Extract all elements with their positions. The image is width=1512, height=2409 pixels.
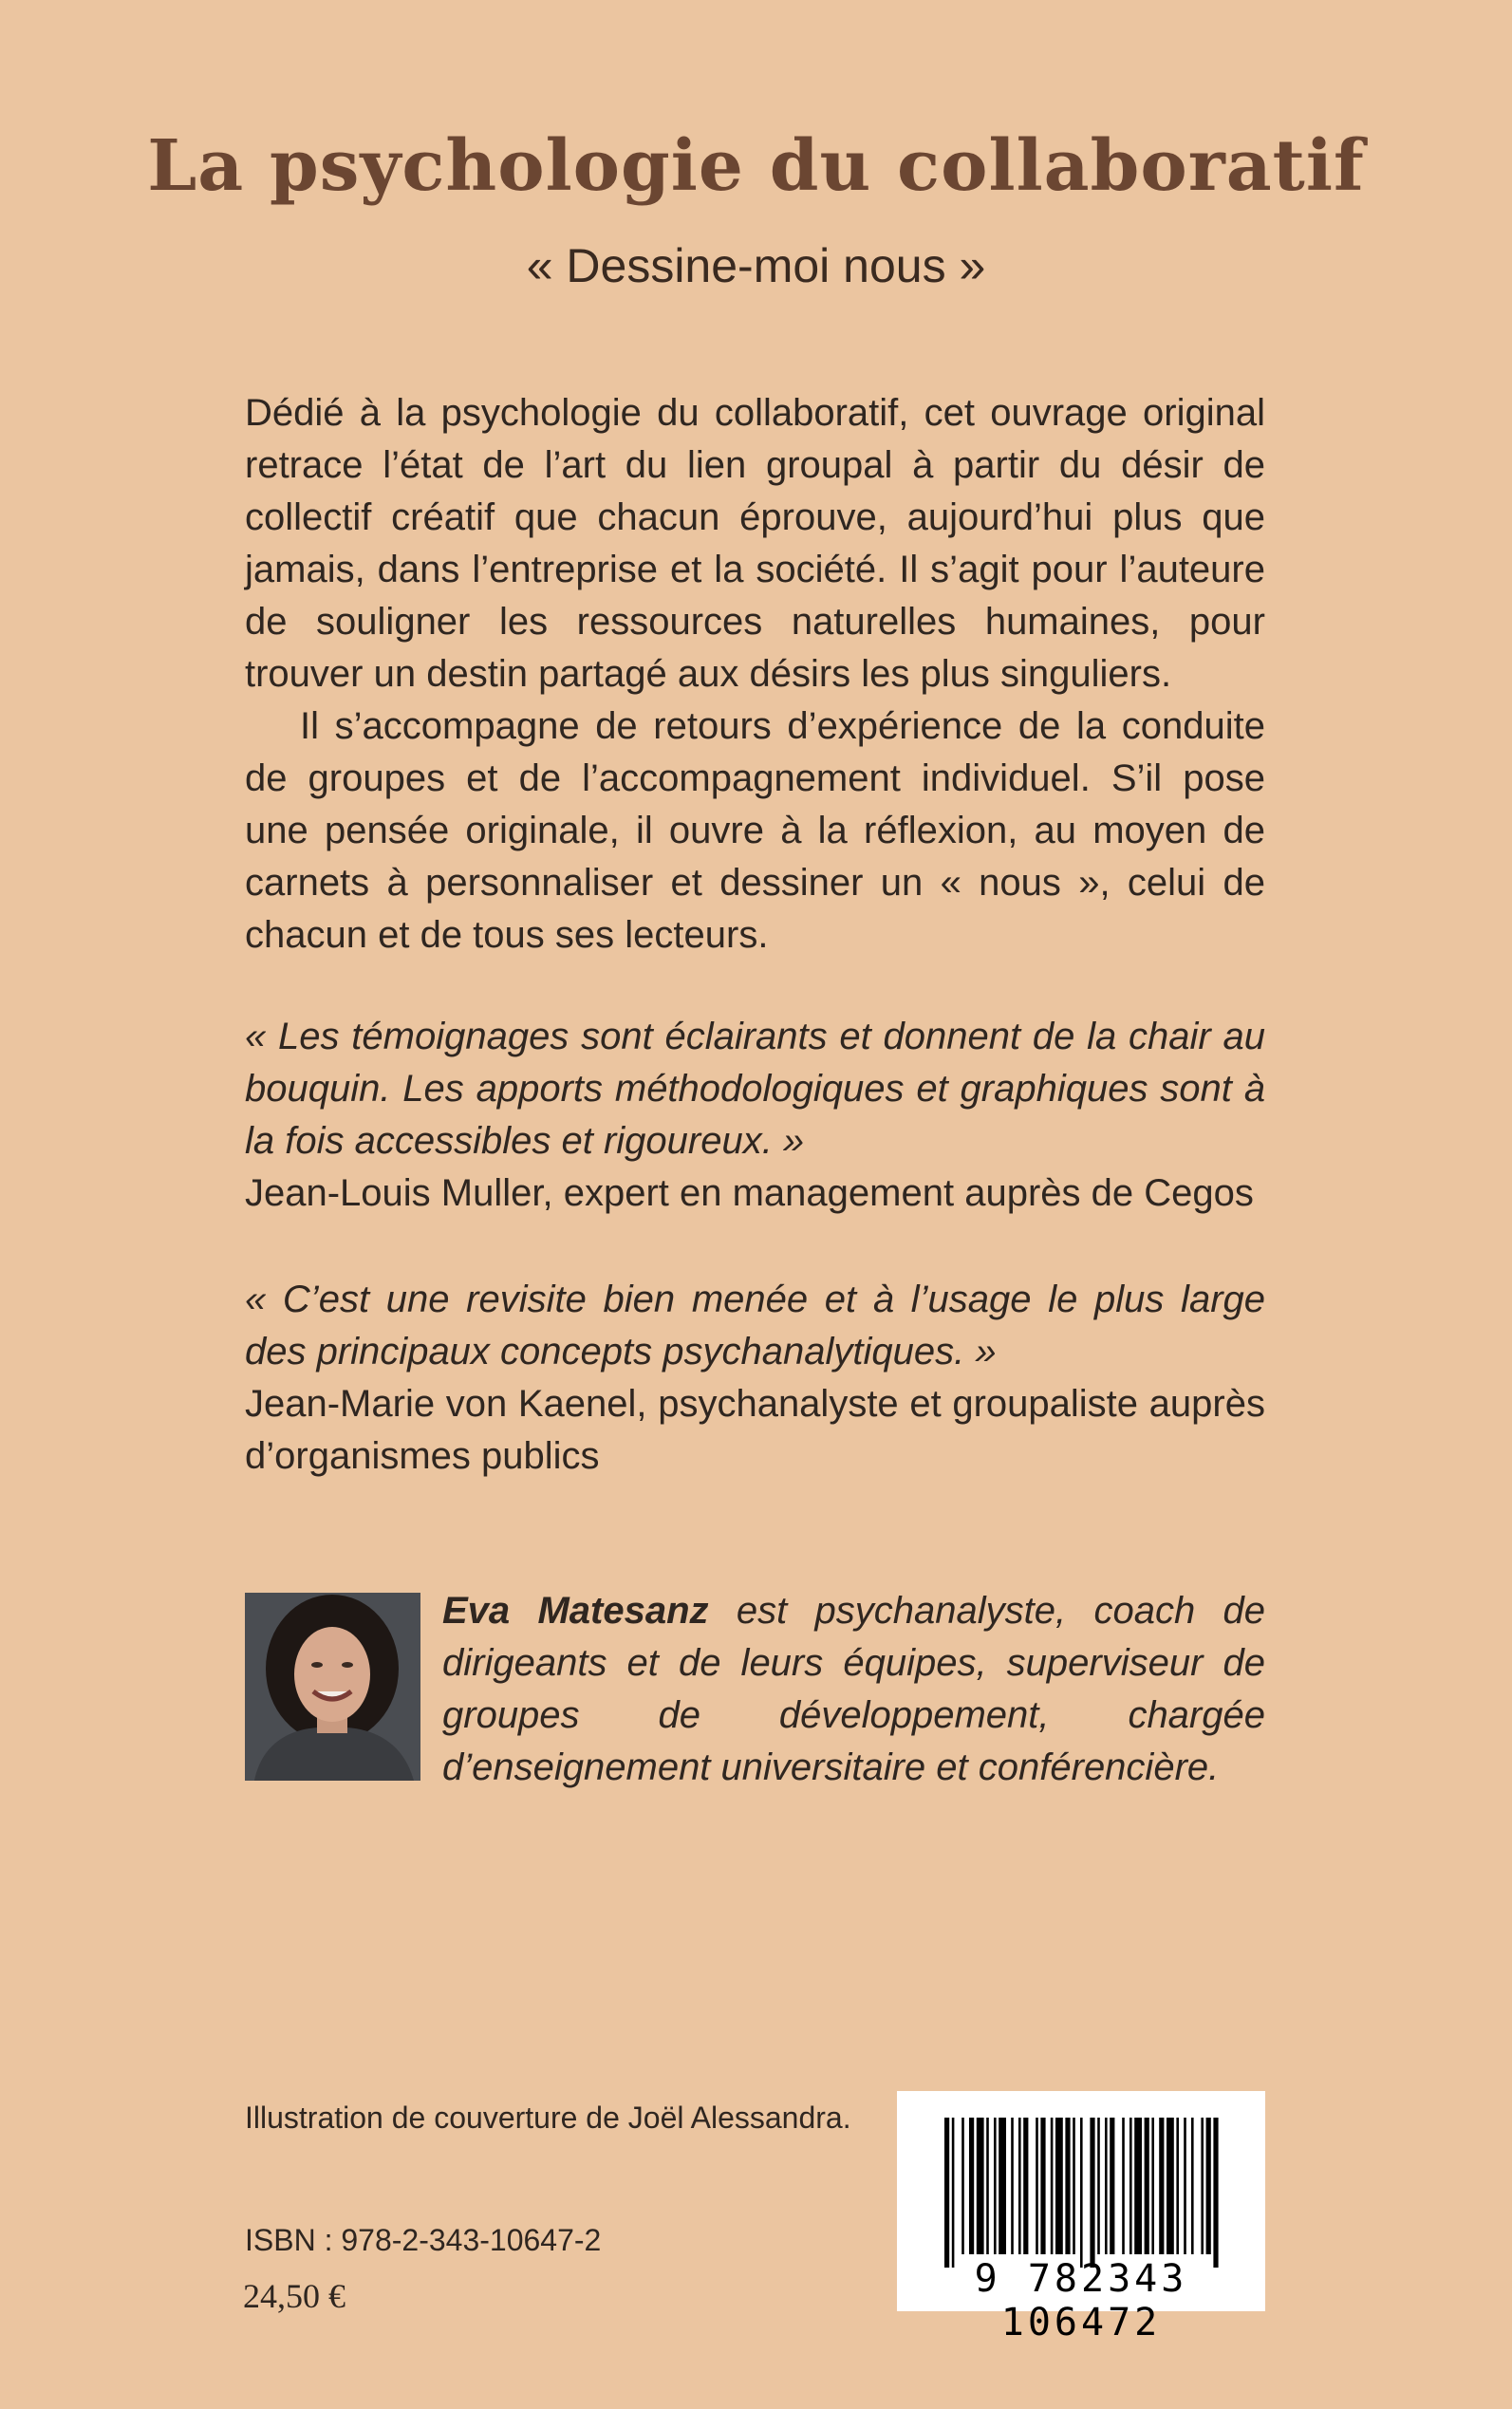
price: 24,50 € bbox=[243, 2277, 345, 2315]
testimonial-attribution: Jean-Louis Muller, expert en management auprès de Cegos bbox=[245, 1172, 1254, 1214]
testimonial-attribution: Jean-Marie von Kaenel, psychanalyste et groupaliste auprès d’organismes publics bbox=[245, 1383, 1265, 1477]
barcode-bar bbox=[999, 2118, 1006, 2254]
barcode-bar bbox=[1023, 2118, 1028, 2254]
barcode-bar bbox=[1206, 2118, 1211, 2254]
barcode-bar bbox=[1018, 2118, 1021, 2254]
testimonial-quote: « Les témoignages sont éclairants et donnent de la chair au bouquin. Les apports méthodologiques et graphiques sont à la fois accessibles et rigoureux. » bbox=[245, 1016, 1265, 1162]
barcode-bar bbox=[1080, 2118, 1083, 2268]
barcode-bar bbox=[1159, 2118, 1164, 2254]
barcode-bar bbox=[1040, 2118, 1045, 2254]
isbn: ISBN : 978-2-343-10647-2 bbox=[245, 2223, 602, 2257]
barcode-bar bbox=[1201, 2118, 1204, 2254]
barcode-digits: 9 782343 106472 bbox=[974, 2257, 1188, 2344]
barcode-bar bbox=[1036, 2118, 1038, 2254]
barcode-bar bbox=[1090, 2118, 1094, 2268]
barcode-bar bbox=[994, 2118, 997, 2254]
barcode-bar bbox=[1097, 2118, 1100, 2254]
testimonial-1 bbox=[245, 1011, 1265, 1220]
barcode-bar bbox=[1184, 2118, 1186, 2254]
testimonial-quote: « C’est une revisite bien menée et à l’usage le plus large des principaux concepts psychanalytiques. » bbox=[245, 1279, 1265, 1373]
barcode-bar bbox=[1151, 2118, 1154, 2254]
book-title: La psychologie du collaboratif bbox=[147, 125, 1365, 207]
barcode-bar bbox=[944, 2118, 949, 2268]
barcode-bar bbox=[1055, 2118, 1063, 2254]
barcode-bar bbox=[977, 2118, 984, 2254]
barcode-bar bbox=[1073, 2118, 1075, 2254]
blurb bbox=[245, 387, 1265, 962]
barcode-bar bbox=[969, 2118, 974, 2254]
barcode-bar bbox=[1051, 2118, 1054, 2254]
barcode-bar bbox=[1129, 2118, 1132, 2254]
illustration-credit: Illustration de couverture de Joël Alessandra. bbox=[245, 2101, 851, 2135]
barcode-bar bbox=[1011, 2118, 1014, 2254]
book-subtitle: « Dessine-moi nous » bbox=[526, 239, 986, 292]
barcode-bar bbox=[1122, 2118, 1125, 2254]
barcode-bar bbox=[1065, 2118, 1070, 2254]
author-photo bbox=[245, 1593, 420, 1781]
barcode-bar bbox=[1134, 2118, 1142, 2254]
barcode-bar bbox=[1105, 2118, 1108, 2254]
author-portrait-icon bbox=[245, 1593, 420, 1781]
barcode-bar bbox=[1145, 2118, 1149, 2254]
author-name: Eva Matesanz bbox=[442, 1590, 709, 1632]
barcode-bar bbox=[1191, 2118, 1194, 2254]
barcode-bar bbox=[1167, 2118, 1174, 2254]
author-bio-text: est psychanalyste, coach de dirigeants et de leurs équipes, superviseur de groupes de développement, chargée d’enseignement universitaire et conférencière. bbox=[442, 1590, 1265, 1788]
blurb-paragraph-1: Dédié à la psychologie du collaboratif, cet ouvrage original retrace l’état de l’art du lien groupal à partir du désir de collectif créatif que chacun éprouve, aujourd’hui plus que jamais, dans l’entreprise et la société. Il s’agit pour l’auteure de souligner les ressources naturelles humaines, pour trouver un destin partagé aux désirs les plus singuliers. bbox=[245, 392, 1265, 695]
barcode-bar bbox=[961, 2118, 964, 2254]
barcode-bar bbox=[1213, 2118, 1218, 2268]
barcode-bar bbox=[986, 2118, 989, 2254]
barcode-bar bbox=[1176, 2118, 1179, 2254]
testimonial-2 bbox=[245, 1274, 1265, 1483]
barcode-bar bbox=[952, 2118, 955, 2268]
barcode-bar bbox=[1110, 2118, 1114, 2254]
author-bio bbox=[442, 1585, 1265, 1794]
barcode bbox=[897, 2091, 1265, 2344]
blurb-paragraph-2: Il s’accompagne de retours d’expérience de la conduite de groupes et de l’accompagnement individuel. S’il pose une pensée originale, il ouvre à la réflexion, au moyen de carnets à personnaliser et dessiner un « nous », celui de chacun et de tous ses lecteurs. bbox=[245, 705, 1265, 956]
